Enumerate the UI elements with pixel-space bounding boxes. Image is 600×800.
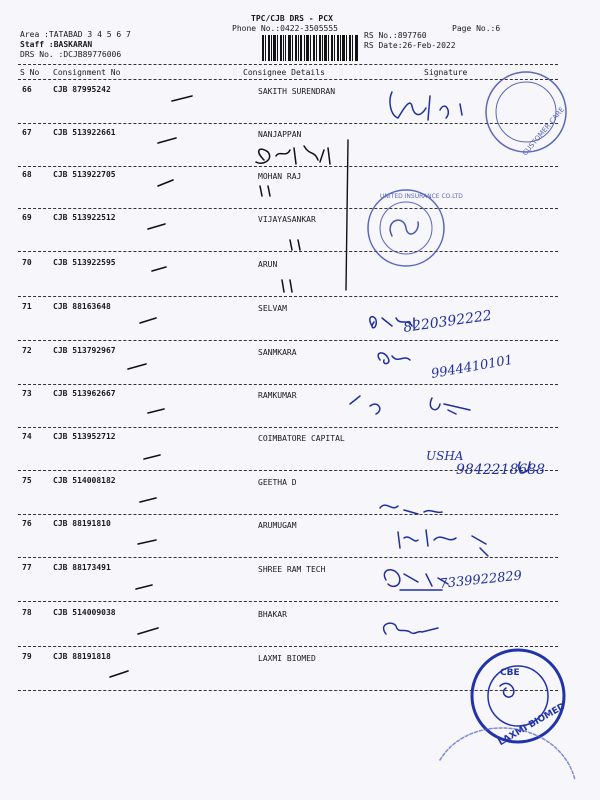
stamp-bottom-seal	[472, 650, 567, 748]
signature-70	[282, 280, 292, 292]
row-consignee: GEETHA D	[258, 478, 297, 487]
page-number: Page No.:6	[452, 24, 501, 33]
tick-mark	[128, 364, 146, 369]
row-sno: 75	[22, 476, 32, 485]
area-label: Area :TATABAD 3 4 5 6 7	[20, 30, 131, 39]
row-consignment: CJB 513922512	[53, 213, 116, 222]
row-consignment: CJB 513922661	[53, 128, 116, 137]
row-consignment: CJB 88163648	[53, 302, 111, 311]
handwritten-phone-74: 9842218688	[456, 462, 546, 478]
row-consignment: CJB 88191810	[53, 519, 111, 528]
row-sno: 73	[22, 389, 32, 398]
row-consignee: NANJAPPAN	[258, 130, 302, 139]
col-signature: Signature	[424, 68, 468, 77]
row-consignee: ARUN	[258, 260, 278, 269]
phone-number: Phone No.:0422-3505555	[232, 24, 338, 33]
signature-66	[390, 92, 462, 120]
signature-69	[290, 240, 300, 250]
signature-68	[260, 186, 270, 196]
row-consignee: ARUMUGAM	[258, 521, 297, 530]
tick-mark	[138, 540, 156, 544]
col-consignee: Consignee Details	[243, 68, 325, 77]
tick-mark	[138, 628, 158, 634]
tick-mark	[158, 138, 176, 143]
row-consignee: SANMKARA	[258, 348, 297, 357]
col-sno: S No	[20, 68, 40, 77]
row-consignee: RAMKUMAR	[258, 391, 297, 400]
row-consignment: CJB 514008182	[53, 476, 116, 485]
row-consignment: CJB 513922595	[53, 258, 116, 267]
row-consignee: COIMBATORE CAPITAL	[258, 434, 345, 443]
tick-mark	[158, 180, 173, 186]
row-consignment: CJB 88173491	[53, 563, 111, 572]
row-consignment: CJB 87995242	[53, 85, 111, 94]
row-sno: 72	[22, 346, 32, 355]
row-consignee: SHREE RAM TECH	[258, 565, 326, 574]
handwritten-usha: USHA	[426, 449, 464, 463]
row-consignment: CJB 513952712	[53, 432, 116, 441]
stamp-bottom-cbe: CBE	[500, 668, 520, 678]
signature-67	[256, 146, 330, 164]
row-sno: 77	[22, 563, 32, 572]
rs-number: RS No.:897760	[364, 31, 427, 40]
row-consignee: SELVAM	[258, 304, 287, 313]
row-consignment: CJB 513962667	[53, 389, 116, 398]
staff-label: Staff :BASKARAN	[20, 40, 93, 49]
row-consignment: CJB 514009038	[53, 608, 116, 617]
signature-line	[346, 140, 348, 290]
stamp-top-right	[486, 72, 566, 157]
stamp-middle	[368, 190, 463, 266]
document-title: TPC/CJB DRS - PCX	[251, 14, 333, 23]
stamp-top-right-text: CUSTOMER CARE	[520, 105, 567, 158]
signature-76	[398, 530, 488, 556]
row-sno: 71	[22, 302, 32, 311]
tick-mark	[148, 409, 164, 413]
row-sno: 79	[22, 652, 32, 661]
signature-76a	[380, 505, 442, 514]
signature-73b	[350, 396, 360, 404]
row-sno: 76	[22, 519, 32, 528]
signature-73	[370, 398, 470, 414]
handwritten-phone-71: 8220392222	[402, 307, 493, 336]
rs-date: RS Date:26-Feb-2022	[364, 41, 456, 50]
signature-78	[384, 623, 438, 634]
row-consignee: LAXMI BIOMED	[258, 654, 316, 663]
signature-79	[500, 683, 514, 697]
row-sno: 69	[22, 213, 32, 222]
row-consignment: CJB 88191818	[53, 652, 111, 661]
row-sno: 74	[22, 432, 32, 441]
tick-mark	[136, 585, 152, 589]
tick-mark	[144, 455, 160, 459]
row-sno: 67	[22, 128, 32, 137]
row-consignment: CJB 513792967	[53, 346, 116, 355]
stamp-middle-text: UNITED INSURANCE CO.LTD	[380, 193, 463, 200]
drs-number: DRS No. :DCJB89776006	[20, 50, 122, 59]
handwritten-phone-77: 7339922829	[438, 568, 523, 592]
tick-mark	[140, 318, 156, 323]
row-consignee: VIJAYASANKAR	[258, 215, 316, 224]
tick-mark	[152, 267, 166, 271]
row-consignment: CJB 513922705	[53, 170, 116, 179]
tick-mark	[110, 671, 128, 677]
row-consignee: BHAKAR	[258, 610, 287, 619]
row-sno: 66	[22, 85, 32, 94]
row-sno: 70	[22, 258, 32, 267]
tick-marks	[110, 96, 192, 677]
row-consignee: MOHAN RAJ	[258, 172, 302, 181]
row-sno: 78	[22, 608, 32, 617]
col-consignment: Consignment No	[53, 68, 121, 77]
stamp-bottom-text: LAXMI BIOMED	[496, 701, 568, 749]
row-consignee: SAKITH SURENDRAN	[258, 87, 336, 96]
signature-72	[378, 353, 410, 364]
handwritten-phone-72: 9944410101	[430, 352, 515, 382]
tick-mark	[172, 96, 192, 101]
handwritten-numbers	[402, 308, 545, 592]
tick-mark	[140, 498, 156, 502]
tick-mark	[148, 224, 165, 229]
row-sno: 68	[22, 170, 32, 179]
